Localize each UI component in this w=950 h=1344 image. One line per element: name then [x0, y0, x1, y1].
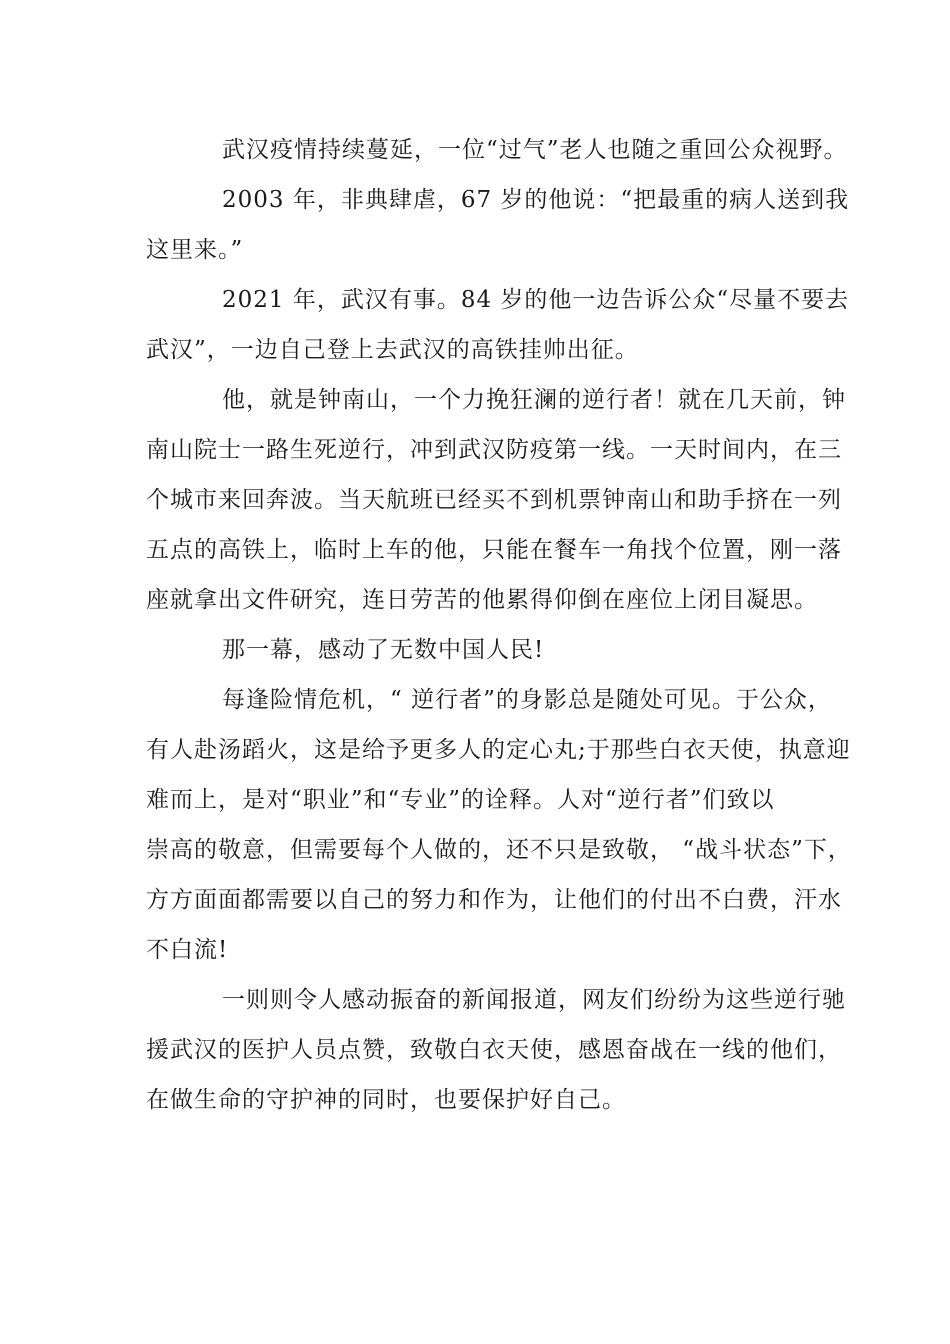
text-line: 在做生命的守护神的同时，也要保护好自己。 [146, 1087, 626, 1113]
text-line: 他，就是钟南山，一个力挽狂澜的逆行者！就在几天前，钟 [222, 387, 846, 413]
text-line: 2021 年，武汉有事。84 岁的他一边告诉公众“尽量不要去 [222, 287, 850, 313]
text-line: 一则则令人感动振奋的新闻报道，网友们纷纷为这些逆行驰 [222, 987, 846, 1013]
text-line: 个城市来回奔波。当天航班已经买不到机票钟南山和助手挤在一列 [146, 487, 842, 513]
text-line: 有人赴汤蹈火，这是给予更多人的定心丸;于那些白衣天使，执意迎 [146, 737, 851, 763]
text-line: 援武汉的医护人员点赞，致敬白衣天使，感恩奋战在一线的他们， [146, 1037, 842, 1063]
text-line: 座就拿出文件研究，连日劳苦的他累得仰倒在座位上闭目凝思。 [146, 587, 818, 613]
text-line: 难而上，是对“职业”和“专业”的诠释。人对“逆行者”们致以 [146, 787, 775, 813]
text-line: 这里来。” [146, 237, 244, 263]
text-line: 2003 年，非典肆虐，67 岁的他说：“把最重的病人送到我 [222, 187, 850, 213]
text-line: 五点的高铁上，临时上车的他，只能在餐车一角找个位置，刚一落 [146, 537, 842, 563]
text-line: 不白流! [146, 937, 229, 963]
text-line: 方方面面都需要以自己的努力和作为，让他们的付出不白费，汗水 [146, 887, 842, 913]
text-line: 那一幕，感动了无数中国人民! [222, 637, 545, 663]
text-line: 武汉疫情持续蔓延，一位“过气”老人也随之重回公众视野。 [222, 137, 848, 163]
text-line: 南山院士一路生死逆行，冲到武汉防疫第一线。一天时间内，在三 [146, 437, 842, 463]
text-line: 每逢险情危机，“ 逆行者”的身影总是随处可见。于公众， [222, 687, 832, 713]
text-line: 崇高的敬意，但需要每个人做的，还不只是致敬， “战斗状态”下， [146, 837, 852, 863]
text-line: 武汉”，一边自己登上去武汉的高铁挂帅出征。 [146, 337, 639, 363]
